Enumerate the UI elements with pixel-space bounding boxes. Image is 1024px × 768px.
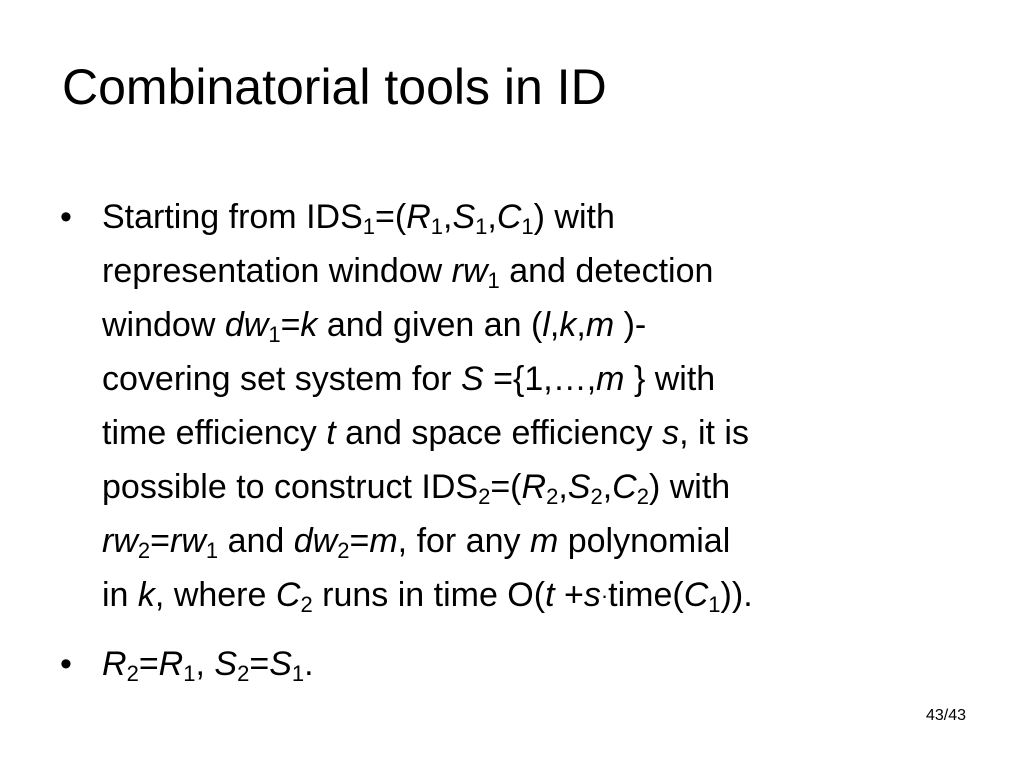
bullet-text <box>102 637 314 691</box>
text-run: in <box>102 576 138 614</box>
math-variable: t <box>545 576 555 614</box>
text-run: ) with <box>533 198 615 236</box>
text-run: } with <box>624 360 716 398</box>
text-line <box>102 637 314 691</box>
text-run: , <box>558 468 568 506</box>
math-variable: m <box>585 306 615 344</box>
text-run: )). <box>720 576 753 614</box>
subscript: 1 <box>487 268 500 293</box>
subscript: 2 <box>237 661 250 686</box>
subscript: 1 <box>183 661 196 686</box>
text-run: + <box>554 576 584 614</box>
math-variable: m <box>596 360 625 398</box>
text-run: = <box>249 645 270 683</box>
math-variable: C <box>496 198 522 236</box>
math-variable: l <box>542 306 550 344</box>
subscript: 2 <box>546 484 559 509</box>
math-variable: C <box>612 468 637 506</box>
subscript: 1 <box>291 661 305 686</box>
text-run: ={1,…, <box>483 360 597 398</box>
text-line <box>102 460 753 514</box>
bullet-text <box>102 190 753 622</box>
math-variable: rw <box>102 522 138 560</box>
text-run: = <box>280 306 301 344</box>
subscript: 2 <box>126 661 139 686</box>
subscript: 2 <box>590 484 603 509</box>
bullet-marker: • <box>60 645 72 683</box>
math-variable: S <box>452 198 476 236</box>
math-variable: m <box>529 522 559 560</box>
text-run: possible to construct IDS <box>102 468 479 506</box>
text-line <box>102 352 753 406</box>
text-run: = <box>138 645 159 683</box>
math-variable: R <box>158 645 184 683</box>
text-run: , <box>443 198 453 236</box>
text-run: covering set system for <box>102 360 462 398</box>
math-variable: S <box>461 360 484 398</box>
text-line <box>102 514 753 568</box>
text-run: Starting from IDS <box>102 198 363 236</box>
math-variable: S <box>214 645 238 683</box>
math-variable: S <box>269 645 292 683</box>
text-run: ) with <box>648 468 731 506</box>
text-run: and space efficiency <box>335 414 663 452</box>
math-variable: R <box>406 198 431 236</box>
subscript: 1 <box>521 214 534 239</box>
text-run: polynomial <box>558 522 731 560</box>
text-run: time efficiency <box>102 414 327 452</box>
text-run: , where <box>154 576 276 614</box>
math-variable: R <box>521 468 547 506</box>
math-variable: R <box>102 645 127 683</box>
text-run: · <box>600 583 609 608</box>
text-run: and given an ( <box>317 306 543 344</box>
subscript: 1 <box>475 214 488 239</box>
math-variable: rw <box>170 522 206 560</box>
subscript: 1 <box>205 538 219 563</box>
text-run: , <box>195 645 215 683</box>
math-variable: m <box>369 522 398 560</box>
subscript: 2 <box>300 592 313 617</box>
text-run: , for any <box>397 522 530 560</box>
math-variable: C <box>275 576 301 614</box>
text-run: window <box>102 306 225 344</box>
subscript: 2 <box>636 484 649 509</box>
text-line <box>102 568 753 622</box>
text-run: representation window <box>102 252 452 290</box>
math-variable: s <box>662 414 680 452</box>
subscript: 1 <box>362 214 375 239</box>
math-variable: dw <box>293 522 338 560</box>
text-run: . <box>304 645 314 683</box>
text-run: , <box>602 468 613 506</box>
text-run: time( <box>608 576 684 614</box>
text-run: )- <box>614 306 647 344</box>
math-variable: rw <box>451 252 488 290</box>
math-variable: k <box>137 576 155 614</box>
text-run: and <box>218 522 294 560</box>
math-variable: C <box>683 576 709 614</box>
text-line <box>102 244 753 298</box>
subscript: 1 <box>430 214 443 239</box>
text-run: , it is <box>679 414 749 452</box>
subscript: 1 <box>708 592 721 617</box>
text-run: , <box>487 198 497 236</box>
text-run: = <box>349 522 370 560</box>
text-run: = <box>150 522 170 560</box>
slide-title: Combinatorial tools in ID <box>62 59 607 115</box>
subscript: 2 <box>337 538 350 563</box>
math-variable: t <box>326 414 336 452</box>
text-line <box>102 190 753 244</box>
math-variable: S <box>567 468 591 506</box>
subscript: 2 <box>137 538 151 563</box>
text-line <box>102 298 753 352</box>
bullet-marker: • <box>60 198 72 236</box>
text-run: =( <box>490 468 522 506</box>
math-variable: k <box>559 306 577 344</box>
math-variable: dw <box>224 306 269 344</box>
text-run: and detection <box>499 252 714 290</box>
text-run: , <box>549 306 560 344</box>
text-run: , <box>576 306 586 344</box>
subscript: 1 <box>268 322 281 347</box>
subscript: 2 <box>478 484 491 509</box>
text-line <box>102 406 753 460</box>
math-variable: k <box>300 306 318 344</box>
text-run: =( <box>375 198 407 236</box>
page-number: 43/43 <box>925 707 966 724</box>
text-run: runs in time O( <box>312 576 546 614</box>
math-variable: s <box>583 576 601 614</box>
